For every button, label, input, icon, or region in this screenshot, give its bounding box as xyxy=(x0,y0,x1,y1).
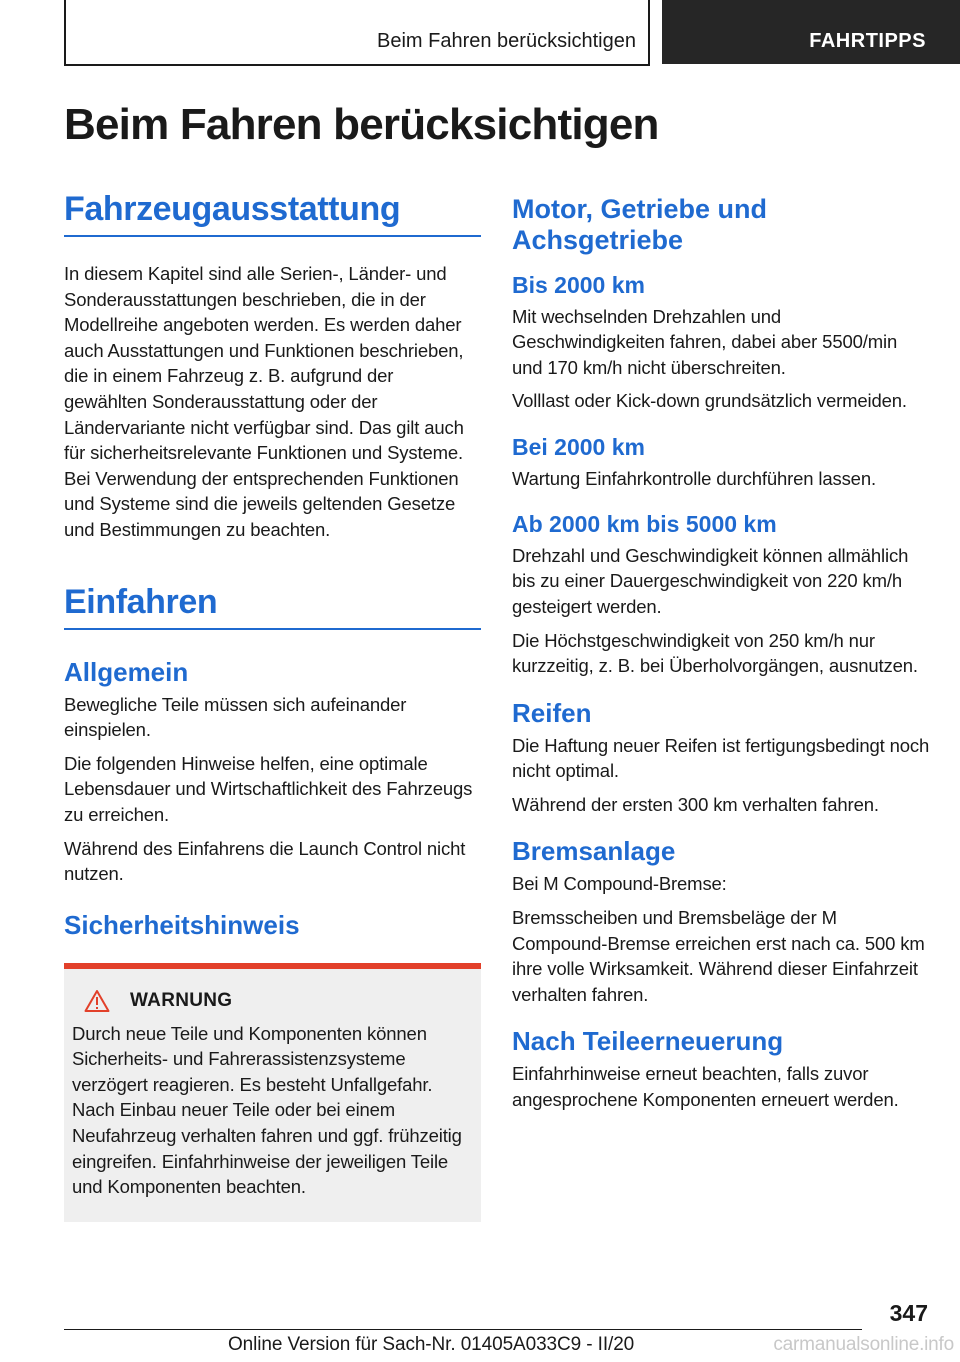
header-section-tab xyxy=(64,0,650,66)
paragraph-reifen-1: Die Haftung neuer Reifen ist fertigungsbedingt noch nicht optimal. xyxy=(512,734,930,782)
heading-reifen: Reifen xyxy=(512,697,592,728)
paragraph-ab-2000-km-2: Die Höchstgeschwindigkeit von 250 km/h nur kurzzeitig, z. B. bei Überholvorgängen, ausnutzen. xyxy=(512,629,918,677)
paragraph-nach-teileerneuerung: Einfahrhinweise erneut beachten, falls zuvor angesprochene Komponenten erneuert werden. xyxy=(512,1063,899,1110)
heading-bei-2000-km: Bei 2000 km xyxy=(512,434,645,461)
warning-header xyxy=(72,989,471,1013)
heading-sicherheitshinweis: Sicherheitshinweis xyxy=(64,909,300,940)
paragraph-bei-2000-km: Wartung Einfahrkontrolle durchführen lassen. xyxy=(512,467,876,489)
paragraph-bremsanlage-1: Bei M Compound-Bremse: xyxy=(512,873,727,895)
paragraph-bremsanlage-2: Bremsscheiben und Bremsbeläge der M Compound-Bremse erreichen erst nach ca. 500 km ihre volle Wirksamkeit. Während dieser Einfahrzeit verhalten fahren. xyxy=(512,906,925,1005)
heading-bis-2000-km: Bis 2000 km xyxy=(512,272,645,299)
paragraph-bis-2000-km-1: Mit wechselnden Drehzahlen und Geschwindigkeiten fahren, dabei aber 5500/min und 170 km/h nicht überschreiten. xyxy=(512,305,898,378)
paragraph-fahrzeugausstattung: In diesem Kapitel sind alle Serien-, Länder- und Sonderausstattungen beschrieben, die in der Modellreihe angeboten werden. Es werden daher auch Ausstattungen und Funktionen beschrieben, die in einem Fahrzeug z. B. aufgrund der gewählten Sonderausstattung oder der Ländervariante nicht verfügbar sind. Das gilt auch für sicherheitsrelevante Funktionen und Systeme. Bei Verwendung der entsprechenden Funktionen und Systeme sind die jeweils geltenden Gesetze und Bestimmungen zu beachten. xyxy=(64,263,464,541)
page-title: Beim Fahren berücksichtigen xyxy=(64,100,659,149)
heading-ab-2000-km: Ab 2000 km bis 5000 km xyxy=(512,511,777,538)
warning-text: Durch neue Teile und Komponenten können Sicherheits- und Fahrerassistenzsysteme verzögert reagieren. Es besteht Unfallgefahr. Nach Einbau neuer Teile oder bei einem Neufahrzeug verhalten fahren und ggf. frühzeitig eingreifen. Einfahrhinweise der jeweiligen Teile und Komponenten beachten. xyxy=(72,1022,462,1198)
heading-allgemein: Allgemein xyxy=(64,656,189,687)
watermark: carmanualsonline.info xyxy=(773,1334,954,1355)
page-number: 347 xyxy=(889,1300,928,1326)
warning-title: WARNUNG xyxy=(130,989,233,1011)
right-column xyxy=(512,190,930,1112)
footer-online-version: Online Version für Sach-Nr. 01405A033C9 - II/20 xyxy=(228,1334,635,1355)
heading-fahrzeugausstattung: Fahrzeugausstattung xyxy=(64,190,481,237)
heading-motor-getriebe: Motor, Getriebe und Achsgetriebe xyxy=(512,194,768,256)
warning-triangle-icon xyxy=(84,989,110,1013)
left-column xyxy=(64,190,481,1222)
paragraph-reifen-2: Während der ersten 300 km verhalten fahren. xyxy=(512,793,879,815)
paragraph-bis-2000-km-2: Volllast oder Kick-down grundsätzlich vermeiden. xyxy=(512,390,907,412)
heading-einfahren: Einfahren xyxy=(64,583,481,630)
header-section-title: Beim Fahren berücksichtigen xyxy=(376,30,636,52)
heading-bremsanlage: Bremsanlage xyxy=(512,836,676,867)
header-chapter-title: FAHRTIPPS xyxy=(809,30,926,52)
paragraph-ab-2000-km-1: Drehzahl und Geschwindigkeit können allmählich bis zu einer Dauergeschwindigkeit von 220 km/h gesteigert werden. xyxy=(512,544,909,618)
footer-divider xyxy=(64,1329,862,1330)
warning-box xyxy=(64,963,481,1222)
header-chapter-tab xyxy=(662,0,960,64)
paragraph-allgemein-1: Bewegliche Teile müssen sich aufeinander einspielen. xyxy=(64,693,407,741)
page-header xyxy=(64,0,960,66)
paragraph-allgemein-3: Während des Einfahrens die Launch Control nicht nutzen. xyxy=(64,837,466,885)
paragraph-allgemein-2: Die folgenden Hinweise helfen, eine optimale Lebensdauer und Wirtschaftlichkeit des Fahrzeugs zu erreichen. xyxy=(64,752,473,825)
heading-nach-teileerneuerung: Nach Teileerneuerung xyxy=(512,1026,784,1057)
